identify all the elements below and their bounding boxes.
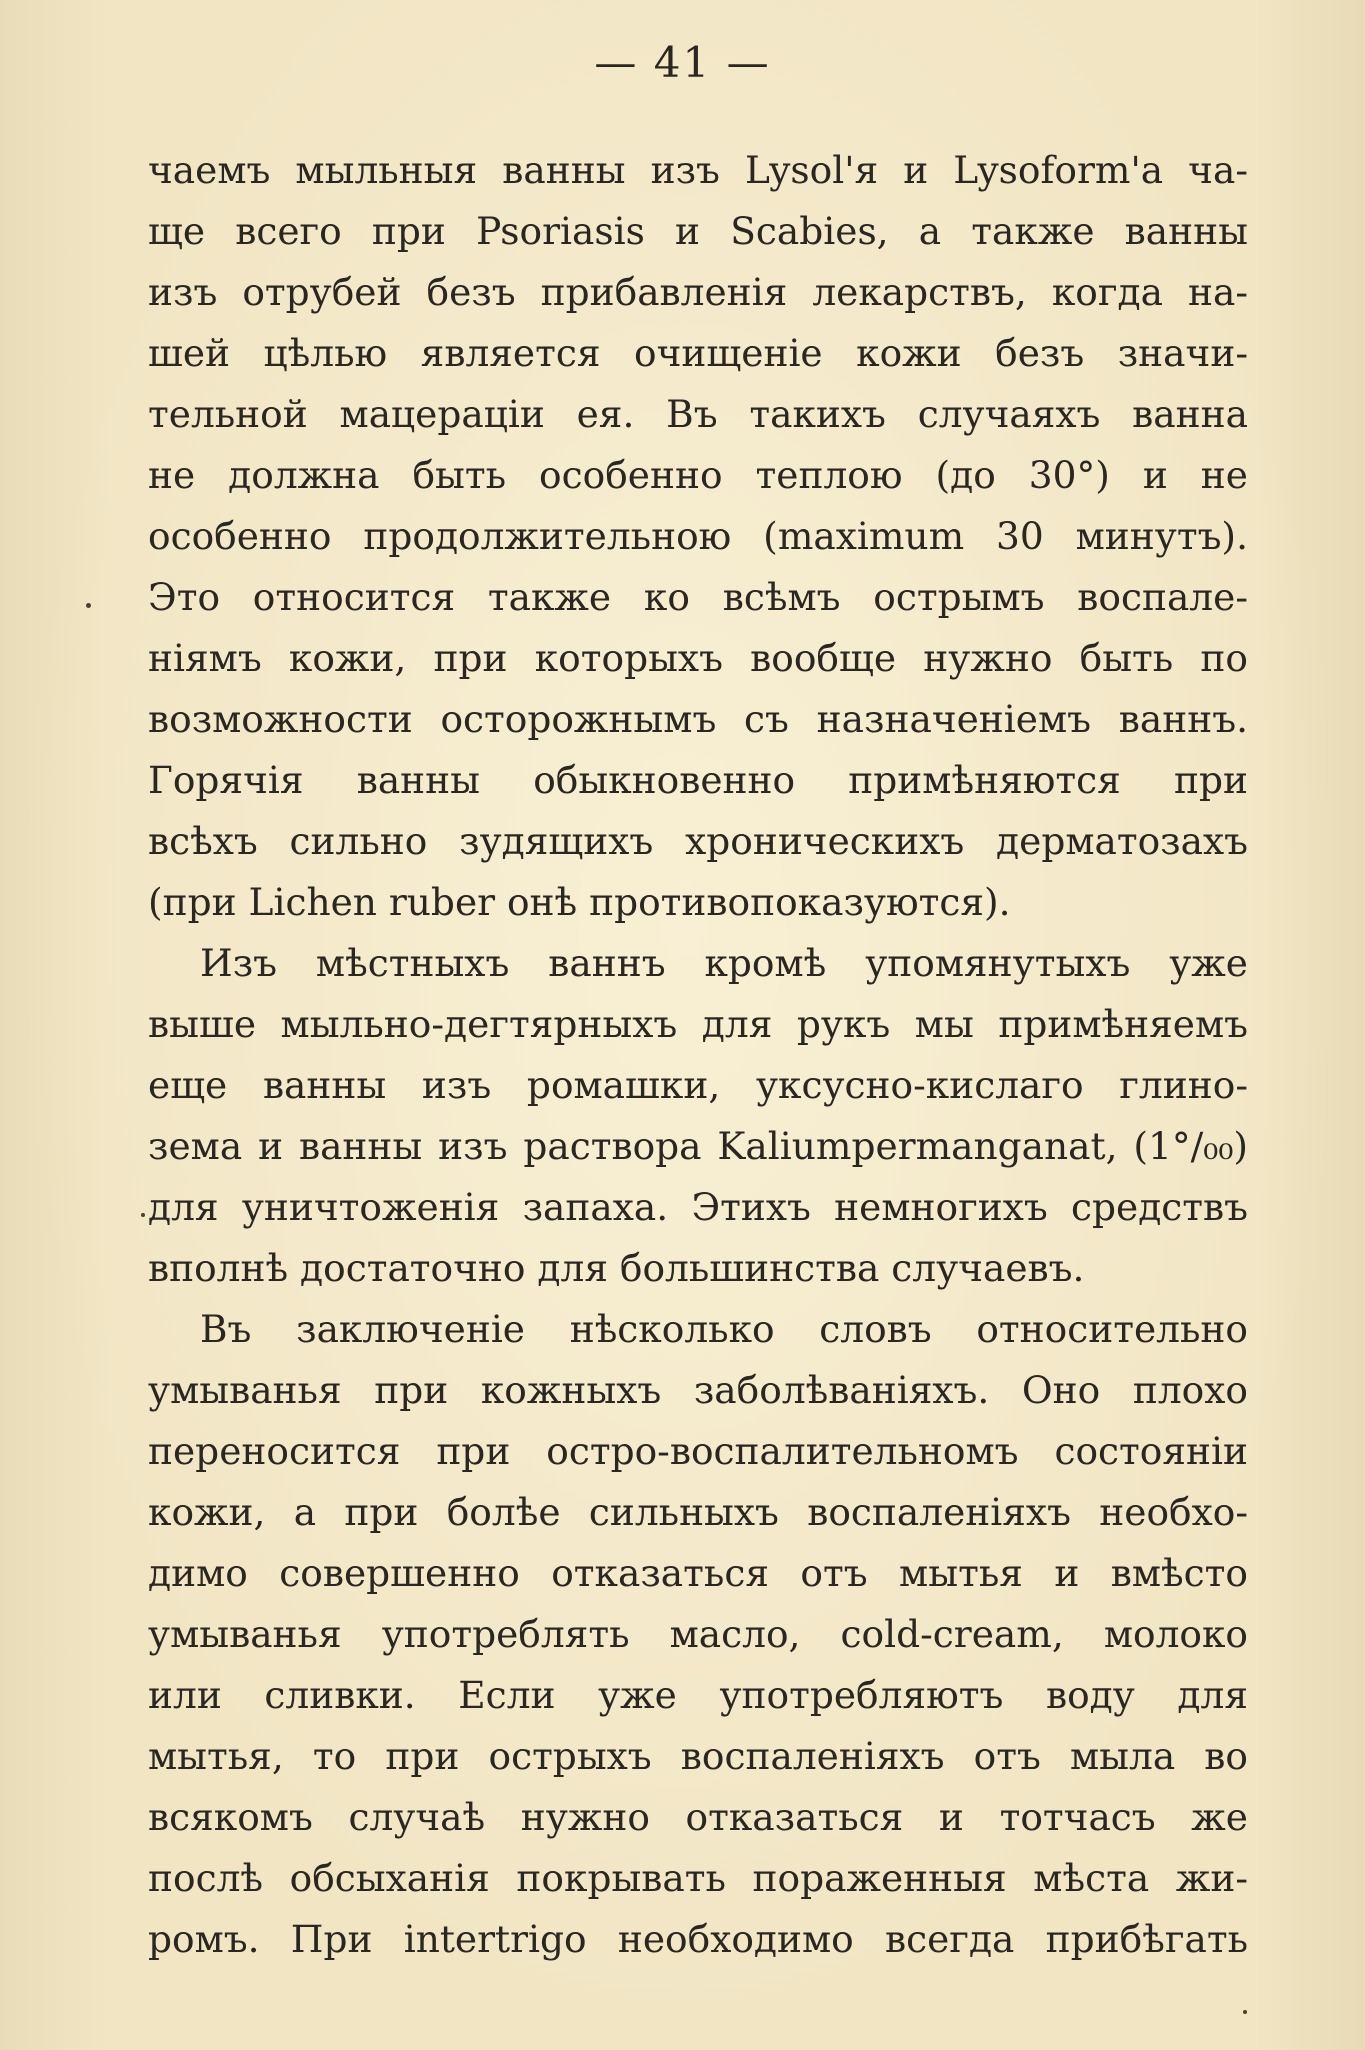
text-line: вполнѣ достаточно для большинства случаевъ. [148,1246,1085,1290]
text-line: возможности осторожнымъ съ назначеніемъ ваннъ. [148,697,1248,741]
text-line: Горячія ванны обыкновенно примѣняются при [148,758,1248,802]
text-line: умыванья при кожныхъ заболѣваніяхъ. Оно плохо [148,1368,1248,1412]
text-line: Изъ мѣстныхъ ваннъ кромѣ упомянутыхъ уже [200,941,1248,985]
text-line: шей цѣлью является очищеніе кожи безъ значи- [148,331,1248,375]
body-text [148,140,1248,1970]
text-line: послѣ обсыханія покрывать пораженныя мѣста жи- [148,1856,1248,1900]
text-line: всякомъ случаѣ нужно отказаться и тотчасъ же [148,1795,1248,1839]
text-line: Это относится также ко всѣмъ острымъ воспале- [148,575,1248,619]
text-line: Въ заключеніе нѣсколько словъ относительно [200,1307,1248,1351]
print-speck [141,1213,145,1217]
text-line: умыванья употреблять масло, cold-cream, молоко [148,1612,1248,1656]
print-speck [86,603,91,608]
text-line: мытья, то при острыхъ воспаленіяхъ отъ мыла во [148,1734,1248,1778]
text-line: не должна быть особенно теплою (до 30°) и не [148,453,1248,497]
text-line: (при Lichen ruber онѣ противопоказуются). [148,880,1011,924]
text-line: тельной мацераціи ея. Въ такихъ случаяхъ ванна [148,392,1248,436]
text-line: выше мыльно-дегтярныхъ для рукъ мы примѣняемъ [148,1002,1248,1046]
text-line: всѣхъ сильно зудящихъ хроническихъ дерматозахъ [148,819,1248,863]
page-number: — 41 — [594,38,771,87]
paragraph [148,933,1248,1299]
text-line: ромъ. При intertrigo необходимо всегда прибѣгать [148,1917,1248,1961]
print-speck [1243,2010,1247,2014]
text-line: для уничтоженія запаха. Этихъ немногихъ средствъ [148,1185,1248,1229]
text-line: чаемъ мыльныя ванны изъ Lysol'я и Lysoform'а ча- [148,148,1248,192]
text-line: кожи, а при болѣе сильныхъ воспаленіяхъ необхо- [148,1490,1248,1534]
paragraph [148,1299,1248,1970]
paragraph [148,140,1248,933]
text-line: димо совершенно отказаться отъ мытья и вмѣсто [148,1551,1248,1595]
text-line: особенно продолжительною (maximum 30 минутъ). [148,514,1248,558]
text-line: или сливки. Если уже употребляютъ воду для [148,1673,1248,1717]
text-line: переносится при остро-воспалительномъ состояніи [148,1429,1248,1473]
text-line: ніямъ кожи, при которыхъ вообще нужно быть по [148,636,1248,680]
text-line: еще ванны изъ ромашки, уксусно-кислаго глино- [148,1063,1248,1107]
text-line: зема и ванны изъ раствора Kaliumpermanganat, (1°/₀₀) [148,1124,1248,1168]
text-line: изъ отрубей безъ прибавленія лекарствъ, когда на- [148,270,1248,314]
text-line: ще всего при Psoriasis и Scabies, а также ванны [148,209,1248,253]
